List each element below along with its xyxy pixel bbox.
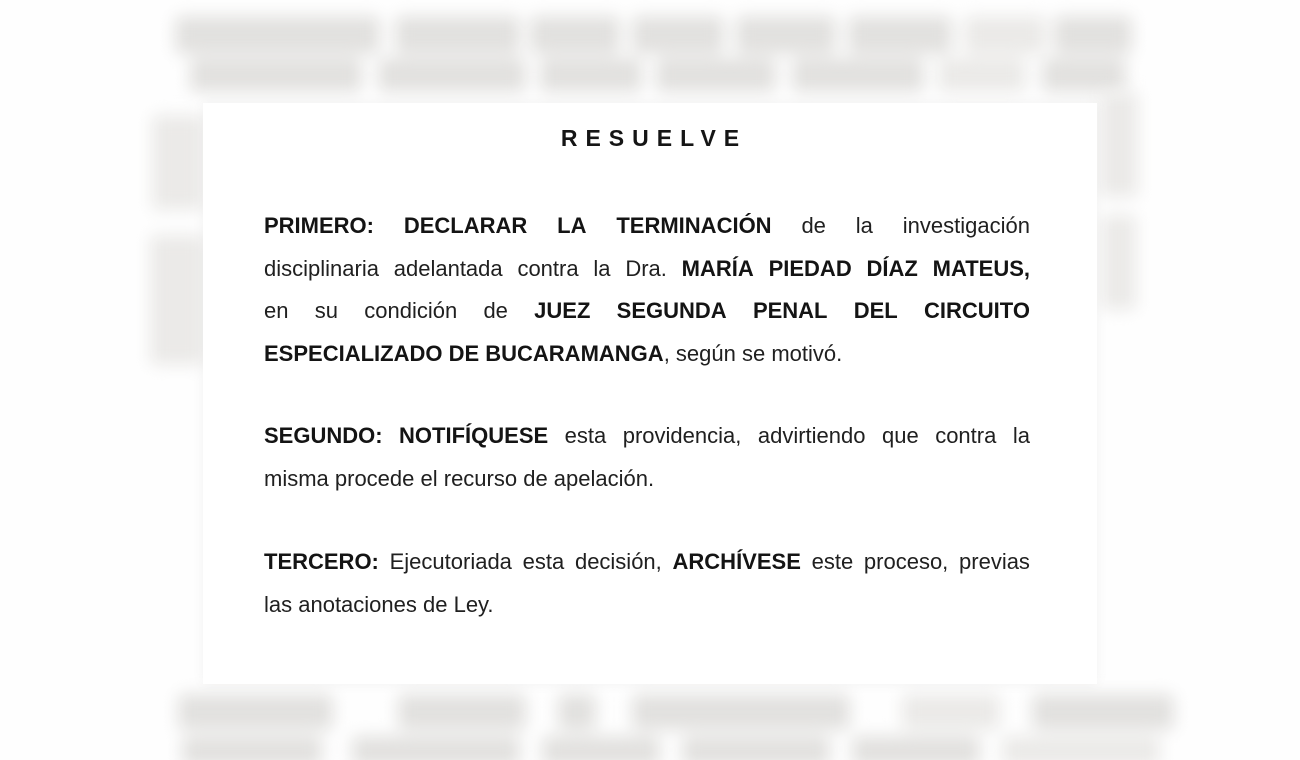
blurred-text-blob	[530, 16, 620, 54]
word: Dra.	[625, 255, 667, 281]
blurred-text-blob	[1100, 92, 1138, 197]
word: disciplinaria	[264, 255, 379, 281]
word: contra	[517, 255, 579, 281]
word: SEGUNDO:	[264, 423, 383, 449]
blurred-text-blob	[1042, 58, 1126, 92]
word: DECLARAR	[403, 213, 528, 239]
word: de	[483, 298, 508, 324]
word: SEGUNDA	[616, 298, 727, 324]
word: investigación	[902, 213, 1030, 239]
word: Ejecutoriada	[389, 549, 512, 575]
text-run: ESPECIALIZADO DE BUCARAMANGA	[264, 340, 664, 366]
segundo-line-1	[264, 415, 1030, 458]
blurred-text-blob	[736, 16, 836, 54]
word: esta	[522, 549, 565, 575]
blurred-text-blob	[540, 58, 642, 92]
blurred-text-blob	[398, 694, 526, 730]
document-page	[203, 103, 1097, 684]
tercero-line-2	[264, 584, 1030, 627]
segundo-line-2	[264, 458, 1030, 501]
word: providencia,	[622, 423, 742, 449]
word: en	[264, 298, 289, 324]
blurred-text-blob	[152, 115, 204, 210]
word: PIEDAD	[768, 255, 852, 281]
word: de	[801, 213, 826, 239]
blurred-text-blob	[558, 694, 596, 730]
blurred-text-blob	[632, 694, 850, 730]
blurred-text-blob	[378, 58, 526, 92]
paragraph-tercero	[264, 541, 1030, 626]
word: MATEUS,	[932, 255, 1030, 281]
blurred-text-blob	[1002, 736, 1160, 760]
word: ARCHÍVESE	[672, 549, 801, 575]
word: proceso,	[863, 549, 949, 575]
text-run: las anotaciones de Ley.	[264, 591, 494, 617]
word: LA	[557, 213, 587, 239]
word: DÍAZ	[866, 255, 918, 281]
text-run: , según se motivó.	[663, 340, 843, 366]
word: condición	[364, 298, 458, 324]
primero-line-1	[264, 205, 1030, 248]
word: NOTIFÍQUESE	[399, 423, 549, 449]
word: esta	[564, 423, 607, 449]
word: advirtiendo	[757, 423, 866, 449]
blurred-text-blob	[902, 694, 1000, 730]
blurred-text-blob	[1032, 694, 1174, 730]
word: la	[855, 213, 873, 239]
word: TERMINACIÓN	[616, 213, 772, 239]
word: JUEZ	[534, 298, 591, 324]
resolution-heading: RESUELVE	[560, 125, 748, 151]
word: PENAL	[752, 298, 828, 324]
primero-line-3	[264, 290, 1030, 333]
word: la	[1012, 423, 1030, 449]
paragraph-segundo	[264, 415, 1030, 500]
word: adelantada	[393, 255, 503, 281]
blurred-text-blob	[395, 16, 520, 54]
word: PRIMERO:	[264, 213, 374, 239]
blurred-text-blob	[656, 58, 776, 92]
blurred-text-blob	[852, 736, 980, 760]
blurred-text-blob	[1102, 215, 1136, 310]
word: este	[811, 549, 854, 575]
blurred-text-blob	[190, 58, 362, 92]
blurred-text-blob	[964, 16, 1046, 54]
blurred-text-blob	[178, 694, 333, 730]
blurred-text-blob	[848, 16, 952, 54]
word: previas	[959, 549, 1030, 575]
word: su	[314, 298, 338, 324]
blurred-text-blob	[792, 58, 924, 92]
blurred-text-blob	[352, 736, 520, 760]
paragraph-primero	[264, 205, 1030, 375]
primero-line-4	[264, 333, 1030, 376]
blurred-text-blob	[1054, 16, 1132, 54]
word: TERCERO:	[264, 549, 379, 575]
word: la	[593, 255, 611, 281]
blurred-text-blob	[938, 58, 1026, 92]
blurred-text-blob	[682, 736, 830, 760]
blurred-text-blob	[150, 235, 205, 365]
blurred-text-blob	[632, 16, 724, 54]
word: contra	[935, 423, 997, 449]
word: que	[881, 423, 919, 449]
blurred-text-blob	[182, 736, 322, 760]
word: MARÍA	[681, 255, 754, 281]
blurred-text-blob	[175, 16, 380, 54]
tercero-line-1	[264, 541, 1030, 584]
primero-line-2	[264, 248, 1030, 291]
blurred-text-blob	[542, 736, 660, 760]
text-run: misma procede el recurso de apelación.	[264, 465, 655, 491]
word: CIRCUITO	[924, 298, 1030, 324]
word: decisión,	[574, 549, 662, 575]
word: DEL	[853, 298, 898, 324]
